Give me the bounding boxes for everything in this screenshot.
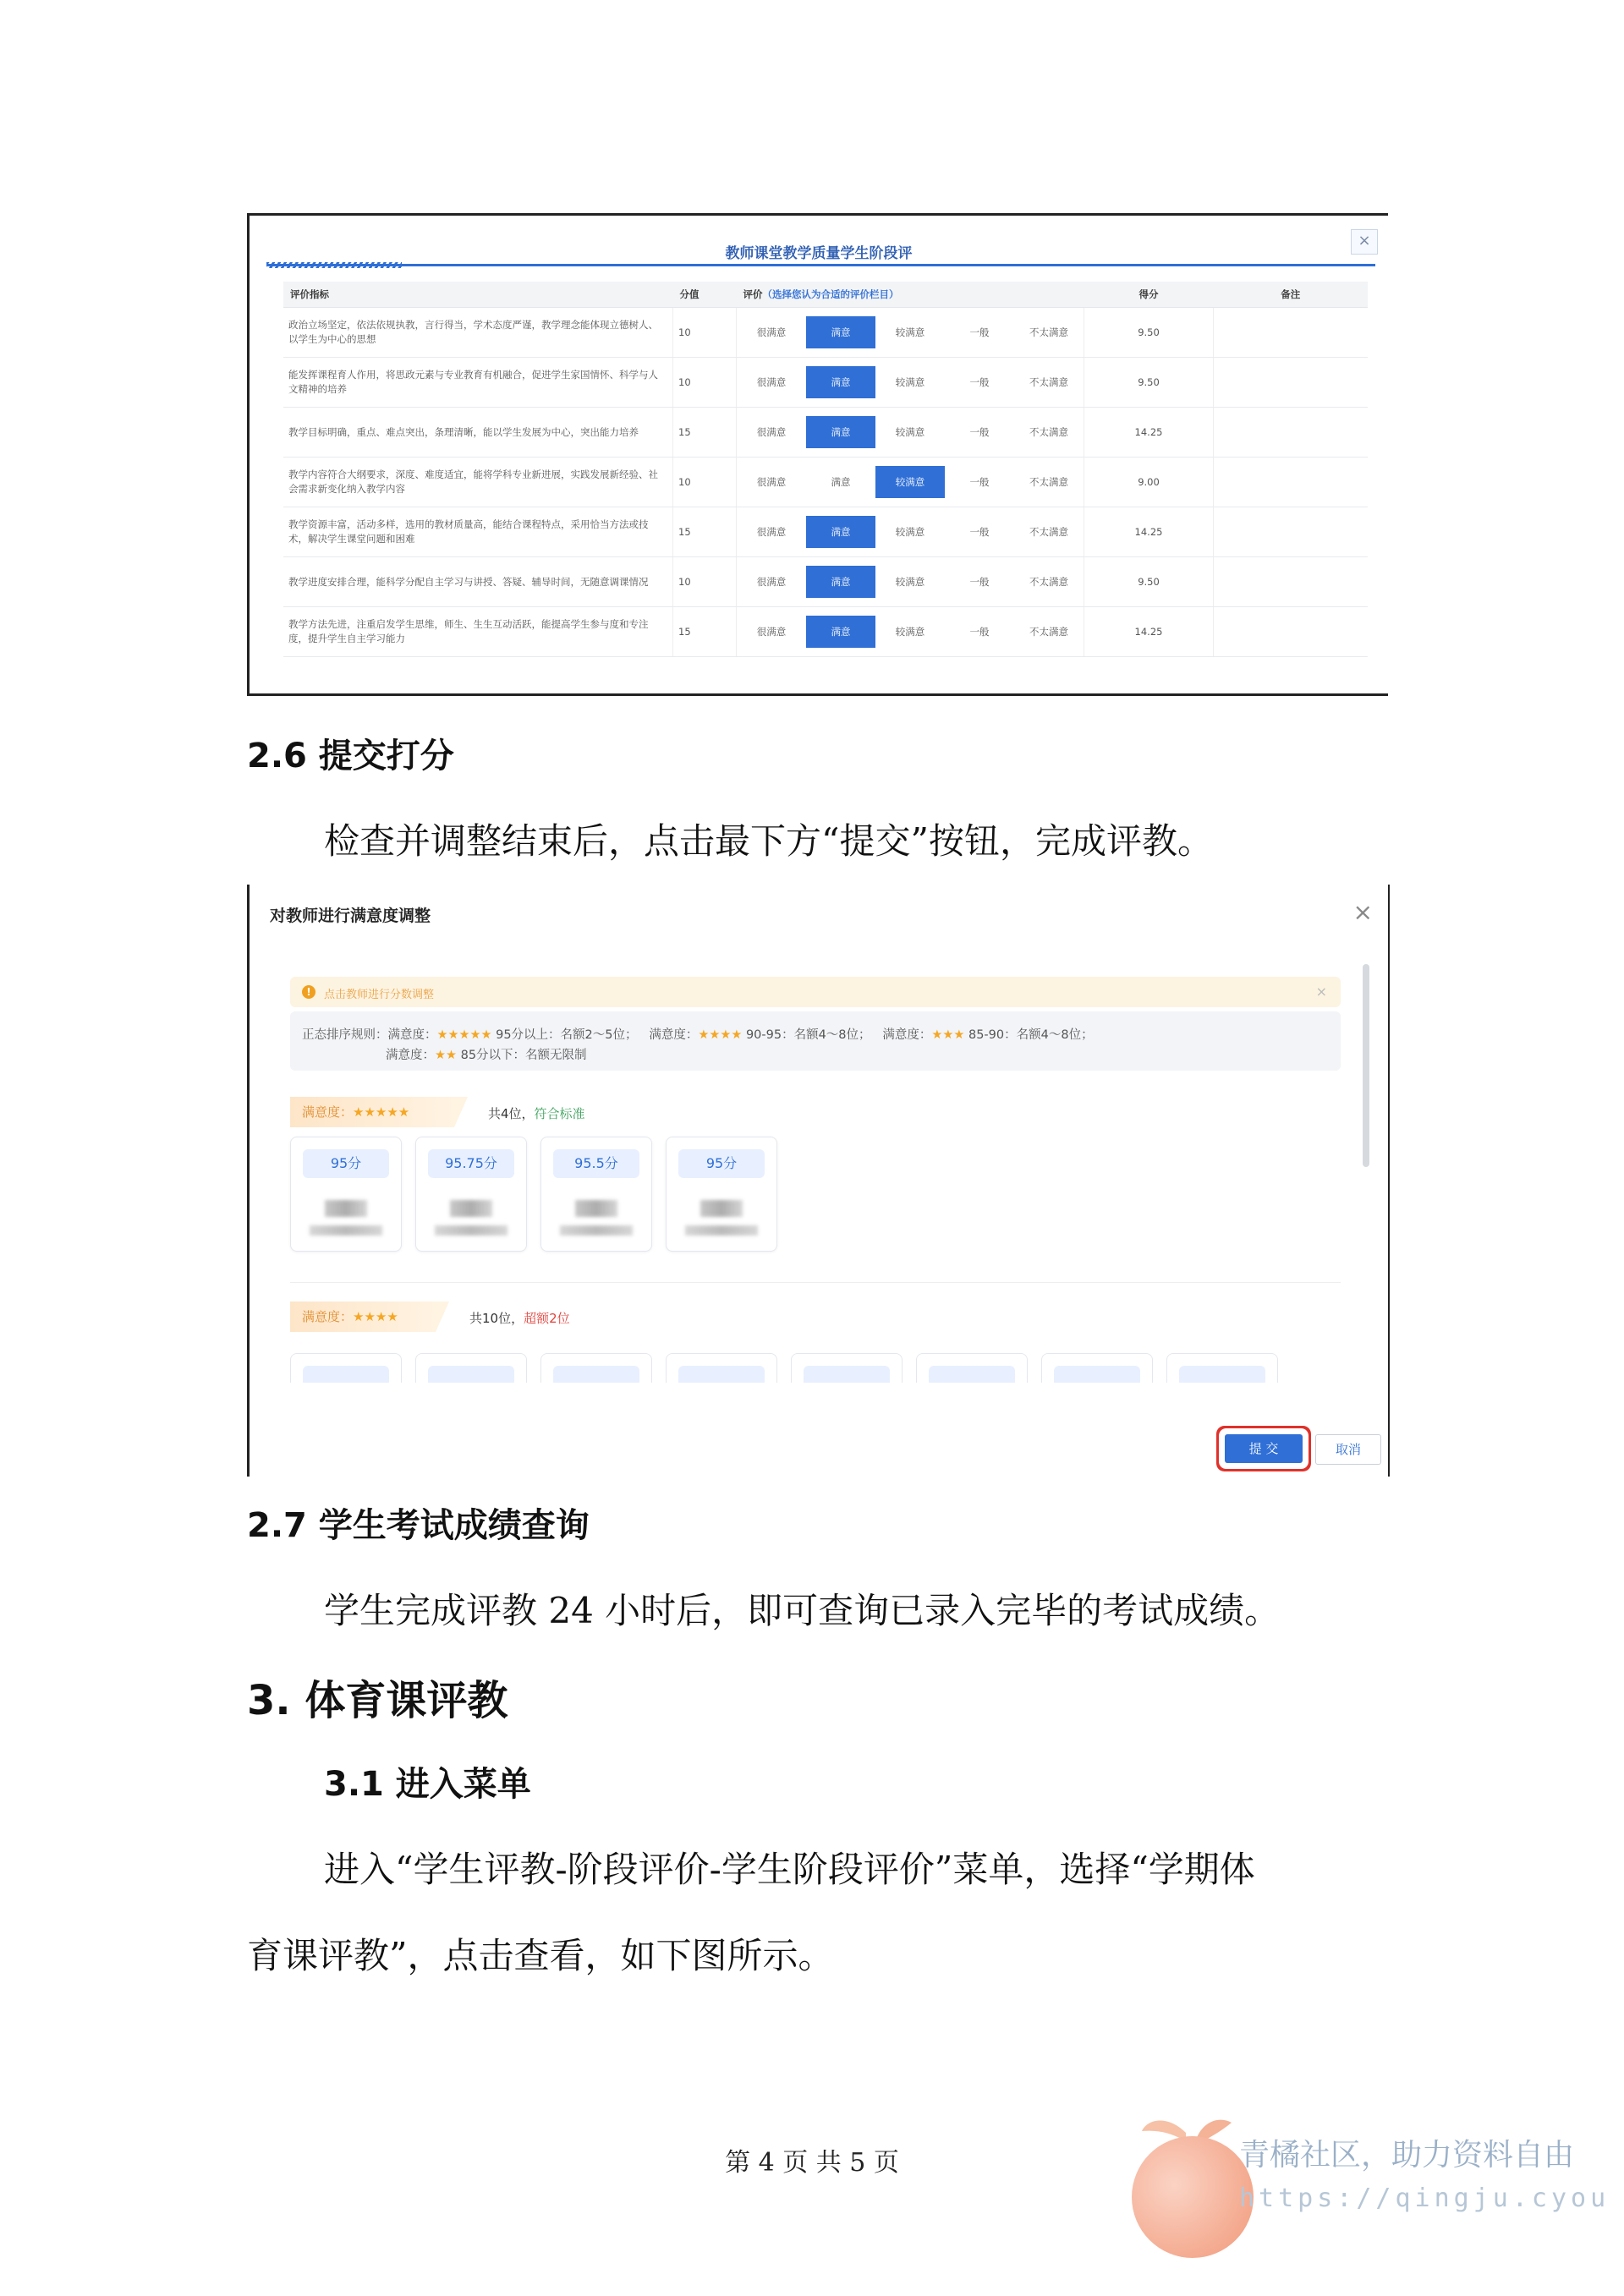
result-cell: 14.25 — [1084, 408, 1214, 458]
warning-text: 点击教师进行分数调整 — [324, 989, 435, 1001]
rating-option[interactable]: 较满意 — [875, 557, 945, 607]
rating-option[interactable]: 一般 — [945, 308, 1014, 358]
evaluation-table-screenshot — [247, 213, 1388, 696]
submit-button[interactable]: 提 交 — [1225, 1434, 1303, 1463]
teacher-card[interactable] — [415, 1137, 527, 1252]
score-pill — [1054, 1366, 1140, 1383]
title-underline-hatch — [266, 262, 402, 268]
teacher-card[interactable] — [290, 1137, 402, 1252]
star-icons: ★★★★ — [353, 1309, 398, 1324]
indicator-cell: 能发挥课程育人作用，将思政元素与专业教育有机融合，促进学生家国情怀、科学与人文精神的培养 — [283, 358, 673, 408]
indicator-cell: 教学资源丰富，活动多样，选用的教材质量高，能结合课程特点，采用恰当方法或技术，解决学生课堂问题和困难 — [283, 507, 673, 557]
section-heading-2-6: 2.6 提交打分 — [247, 737, 454, 775]
rating-option[interactable]: 较满意 — [875, 358, 945, 408]
score-pill — [303, 1366, 389, 1383]
blurred-name — [575, 1200, 617, 1217]
score-cell: 10 — [673, 557, 737, 607]
score-pill — [428, 1366, 514, 1383]
rating-option[interactable]: 一般 — [945, 358, 1014, 408]
close-icon[interactable]: × — [1351, 229, 1378, 255]
rating-option[interactable]: 很满意 — [737, 308, 807, 358]
tangerine-logo-icon — [1108, 2097, 1277, 2266]
teacher-card[interactable] — [791, 1353, 903, 1383]
dialog-title: 对教师进行满意度调整 — [270, 907, 431, 925]
table-row — [283, 308, 1368, 358]
status-over: 超额2位 — [524, 1311, 570, 1326]
rules-line-1: 正态排序规则：满意度：★★★★★ 95分以上：名额2～5位； 满意度：★★★★ 90-95：名额4～8位； 满意度：★★★ 85-90：名额4～8位； — [302, 1028, 1094, 1042]
score-pill: 95分 — [678, 1149, 765, 1178]
rating-option[interactable]: 一般 — [945, 408, 1014, 458]
score-cell: 10 — [673, 458, 737, 507]
note-cell — [1214, 607, 1369, 657]
result-cell: 9.00 — [1084, 458, 1214, 507]
close-icon[interactable]: × — [1352, 898, 1373, 926]
blurred-name — [325, 1200, 367, 1217]
result-cell: 14.25 — [1084, 607, 1214, 657]
blurred-name — [450, 1200, 492, 1217]
indicator-cell: 教学目标明确，重点、难点突出，条理清晰，能以学生发展为中心，突出能力培养 — [283, 408, 673, 458]
blurred-dept — [435, 1225, 508, 1236]
blurred-name — [700, 1200, 743, 1217]
rating-option[interactable]: 满意 — [806, 408, 875, 458]
table-row — [283, 358, 1368, 408]
score-pill — [1179, 1366, 1265, 1383]
result-cell: 14.25 — [1084, 507, 1214, 557]
title-underline — [266, 264, 1375, 266]
dialog-title: 教师课堂教学质量学生阶段评 — [725, 245, 913, 262]
score-pill — [929, 1366, 1015, 1383]
teacher-card[interactable] — [540, 1353, 652, 1383]
indicator-cell: 教学进度安排合理，能科学分配自主学习与讲授、答疑、辅导时间，无随意调课情况 — [283, 557, 673, 607]
rating-option[interactable]: 一般 — [945, 507, 1014, 557]
blurred-dept — [685, 1225, 758, 1236]
rating-option[interactable]: 满意 — [806, 308, 875, 358]
rating-option[interactable]: 不太满意 — [1014, 607, 1084, 657]
rating-option[interactable]: 很满意 — [737, 557, 807, 607]
header-result: 得分 — [1084, 282, 1214, 308]
header-indicator: 评价指标 — [283, 282, 673, 308]
warning-banner — [290, 977, 1341, 1007]
rating-option[interactable]: 较满意 — [875, 507, 945, 557]
status-ok: 符合标准 — [534, 1106, 585, 1121]
score-pill — [804, 1366, 890, 1383]
rating-option[interactable]: 很满意 — [737, 408, 807, 458]
section-3-1-paragraph-line-1: 进入“学生评教-阶段评价-学生阶段评价”菜单，选择“学期体 — [324, 1849, 1255, 1890]
rating-option[interactable]: 满意 — [806, 507, 875, 557]
rating-option[interactable]: 一般 — [945, 557, 1014, 607]
scrollbar[interactable] — [1363, 964, 1369, 1167]
teacher-card[interactable] — [916, 1353, 1028, 1383]
teacher-card[interactable] — [666, 1353, 777, 1383]
rating-option[interactable]: 不太满意 — [1014, 358, 1084, 408]
divider — [290, 1282, 1341, 1283]
note-cell — [1214, 557, 1369, 607]
star-icons: ★★ — [435, 1049, 457, 1062]
star-icons: ★★★ — [931, 1028, 965, 1042]
score-pill — [553, 1366, 639, 1383]
note-cell — [1214, 458, 1369, 507]
teacher-card[interactable] — [1041, 1353, 1153, 1383]
indicator-cell: 政治立场坚定，依法依规执教，言行得当，学术态度严谨，教学理念能体现立德树人、以学生为中心的思想 — [283, 308, 673, 358]
rating-option[interactable]: 较满意 — [875, 408, 945, 458]
header-rating: 评价（选择您认为合适的评价栏目） — [737, 282, 1084, 308]
score-pill: 95.75分 — [428, 1149, 514, 1178]
score-cell: 15 — [673, 607, 737, 657]
note-cell — [1214, 408, 1369, 458]
blurred-dept — [310, 1225, 382, 1236]
table-header-row — [283, 282, 1368, 308]
rating-option[interactable]: 不太满意 — [1014, 308, 1084, 358]
ranking-rules — [290, 1011, 1341, 1071]
teacher-card[interactable] — [666, 1137, 777, 1252]
score-pill: 95分 — [303, 1149, 389, 1178]
section-2-7-paragraph: 学生完成评教 24 小时后，即可查询已录入完毕的考试成绩。 — [324, 1590, 1281, 1631]
blurred-dept — [560, 1225, 633, 1236]
rating-option[interactable]: 不太满意 — [1014, 408, 1084, 458]
rating-option[interactable]: 一般 — [945, 458, 1014, 507]
rating-option[interactable]: 不太满意 — [1014, 507, 1084, 557]
rating-option[interactable]: 较满意 — [875, 308, 945, 358]
group-meta: 共4位，符合标准 — [488, 1106, 585, 1121]
score-cell: 15 — [673, 507, 737, 557]
rating-option[interactable]: 较满意 — [875, 607, 945, 657]
group-tag-4-star: 满意度：★★★★ — [290, 1301, 436, 1332]
cancel-button[interactable]: 取消 — [1315, 1434, 1381, 1465]
rating-option[interactable]: 很满意 — [737, 458, 807, 507]
table-row — [283, 408, 1368, 458]
satisfaction-adjust-dialog — [247, 885, 1390, 1477]
star-icons: ★★★★★ — [436, 1028, 492, 1042]
watermark-url: https://qingju.cyou — [1239, 2184, 1610, 2213]
rating-option[interactable]: 一般 — [945, 607, 1014, 657]
rating-option[interactable]: 较满意 — [875, 458, 945, 507]
rating-option[interactable]: 满意 — [806, 358, 875, 408]
section-3-1-paragraph-line-2: 育课评教”，点击查看，如下图所示。 — [247, 1935, 834, 1976]
rating-option[interactable]: 很满意 — [737, 607, 807, 657]
teacher-card[interactable] — [415, 1353, 527, 1383]
header-score: 分值 — [673, 282, 737, 308]
score-cell: 15 — [673, 408, 737, 458]
section-heading-3: 3. 体育课评教 — [247, 1677, 508, 1724]
note-cell — [1214, 358, 1369, 408]
result-cell: 9.50 — [1084, 308, 1214, 358]
indicator-cell: 教学内容符合大纲要求，深度、难度适宜，能将学科专业新进展，实践发展新经验、社会需求新变化纳入教学内容 — [283, 458, 673, 507]
rating-option[interactable]: 不太满意 — [1014, 458, 1084, 507]
rating-option[interactable]: 满意 — [806, 557, 875, 607]
note-cell — [1214, 507, 1369, 557]
score-cell: 10 — [673, 358, 737, 408]
score-pill: 95.5分 — [553, 1149, 639, 1178]
teacher-card[interactable] — [290, 1353, 402, 1383]
result-cell: 9.50 — [1084, 557, 1214, 607]
group-meta: 共10位，超额2位 — [469, 1311, 570, 1326]
warning-close-icon[interactable]: × — [1315, 984, 1327, 1000]
score-cell: 10 — [673, 308, 737, 358]
rating-option[interactable]: 很满意 — [737, 358, 807, 408]
star-icons: ★★★★★ — [353, 1104, 410, 1120]
table-row — [283, 607, 1368, 657]
group-tag-5-star: 满意度：★★★★★ — [290, 1097, 454, 1127]
rating-option[interactable]: 满意 — [806, 458, 875, 507]
teacher-card[interactable] — [540, 1137, 652, 1252]
section-2-6-paragraph: 检查并调整结束后，点击最下方“提交”按钮，完成评教。 — [324, 820, 1213, 862]
rating-option[interactable]: 不太满意 — [1014, 557, 1084, 607]
score-pill — [678, 1366, 765, 1383]
table-row — [283, 507, 1368, 557]
section-heading-3-1: 3.1 进入菜单 — [324, 1765, 531, 1804]
page-footer: 第 4 页 共 5 页 — [725, 2148, 899, 2178]
result-cell: 9.50 — [1084, 358, 1214, 408]
rating-option[interactable]: 很满意 — [737, 507, 807, 557]
evaluation-table — [283, 282, 1368, 657]
star-icons: ★★★★ — [698, 1028, 743, 1042]
warning-icon: ! — [302, 985, 315, 999]
rating-option[interactable]: 满意 — [806, 607, 875, 657]
watermark-text: 青橘社区，助力资料自由 — [1239, 2138, 1575, 2173]
indicator-cell: 教学方法先进，注重启发学生思维，师生、生生互动活跃，能提高学生参与度和专注度，提升学生自主学习能力 — [283, 607, 673, 657]
teacher-card[interactable] — [1166, 1353, 1278, 1383]
note-cell — [1214, 308, 1369, 358]
table-row — [283, 458, 1368, 507]
header-note: 备注 — [1214, 282, 1369, 308]
table-row — [283, 557, 1368, 607]
rules-line-2: 满意度：★★ 85分以下：名额无限制 — [386, 1049, 587, 1062]
section-heading-2-7: 2.7 学生考试成绩查询 — [247, 1506, 590, 1545]
